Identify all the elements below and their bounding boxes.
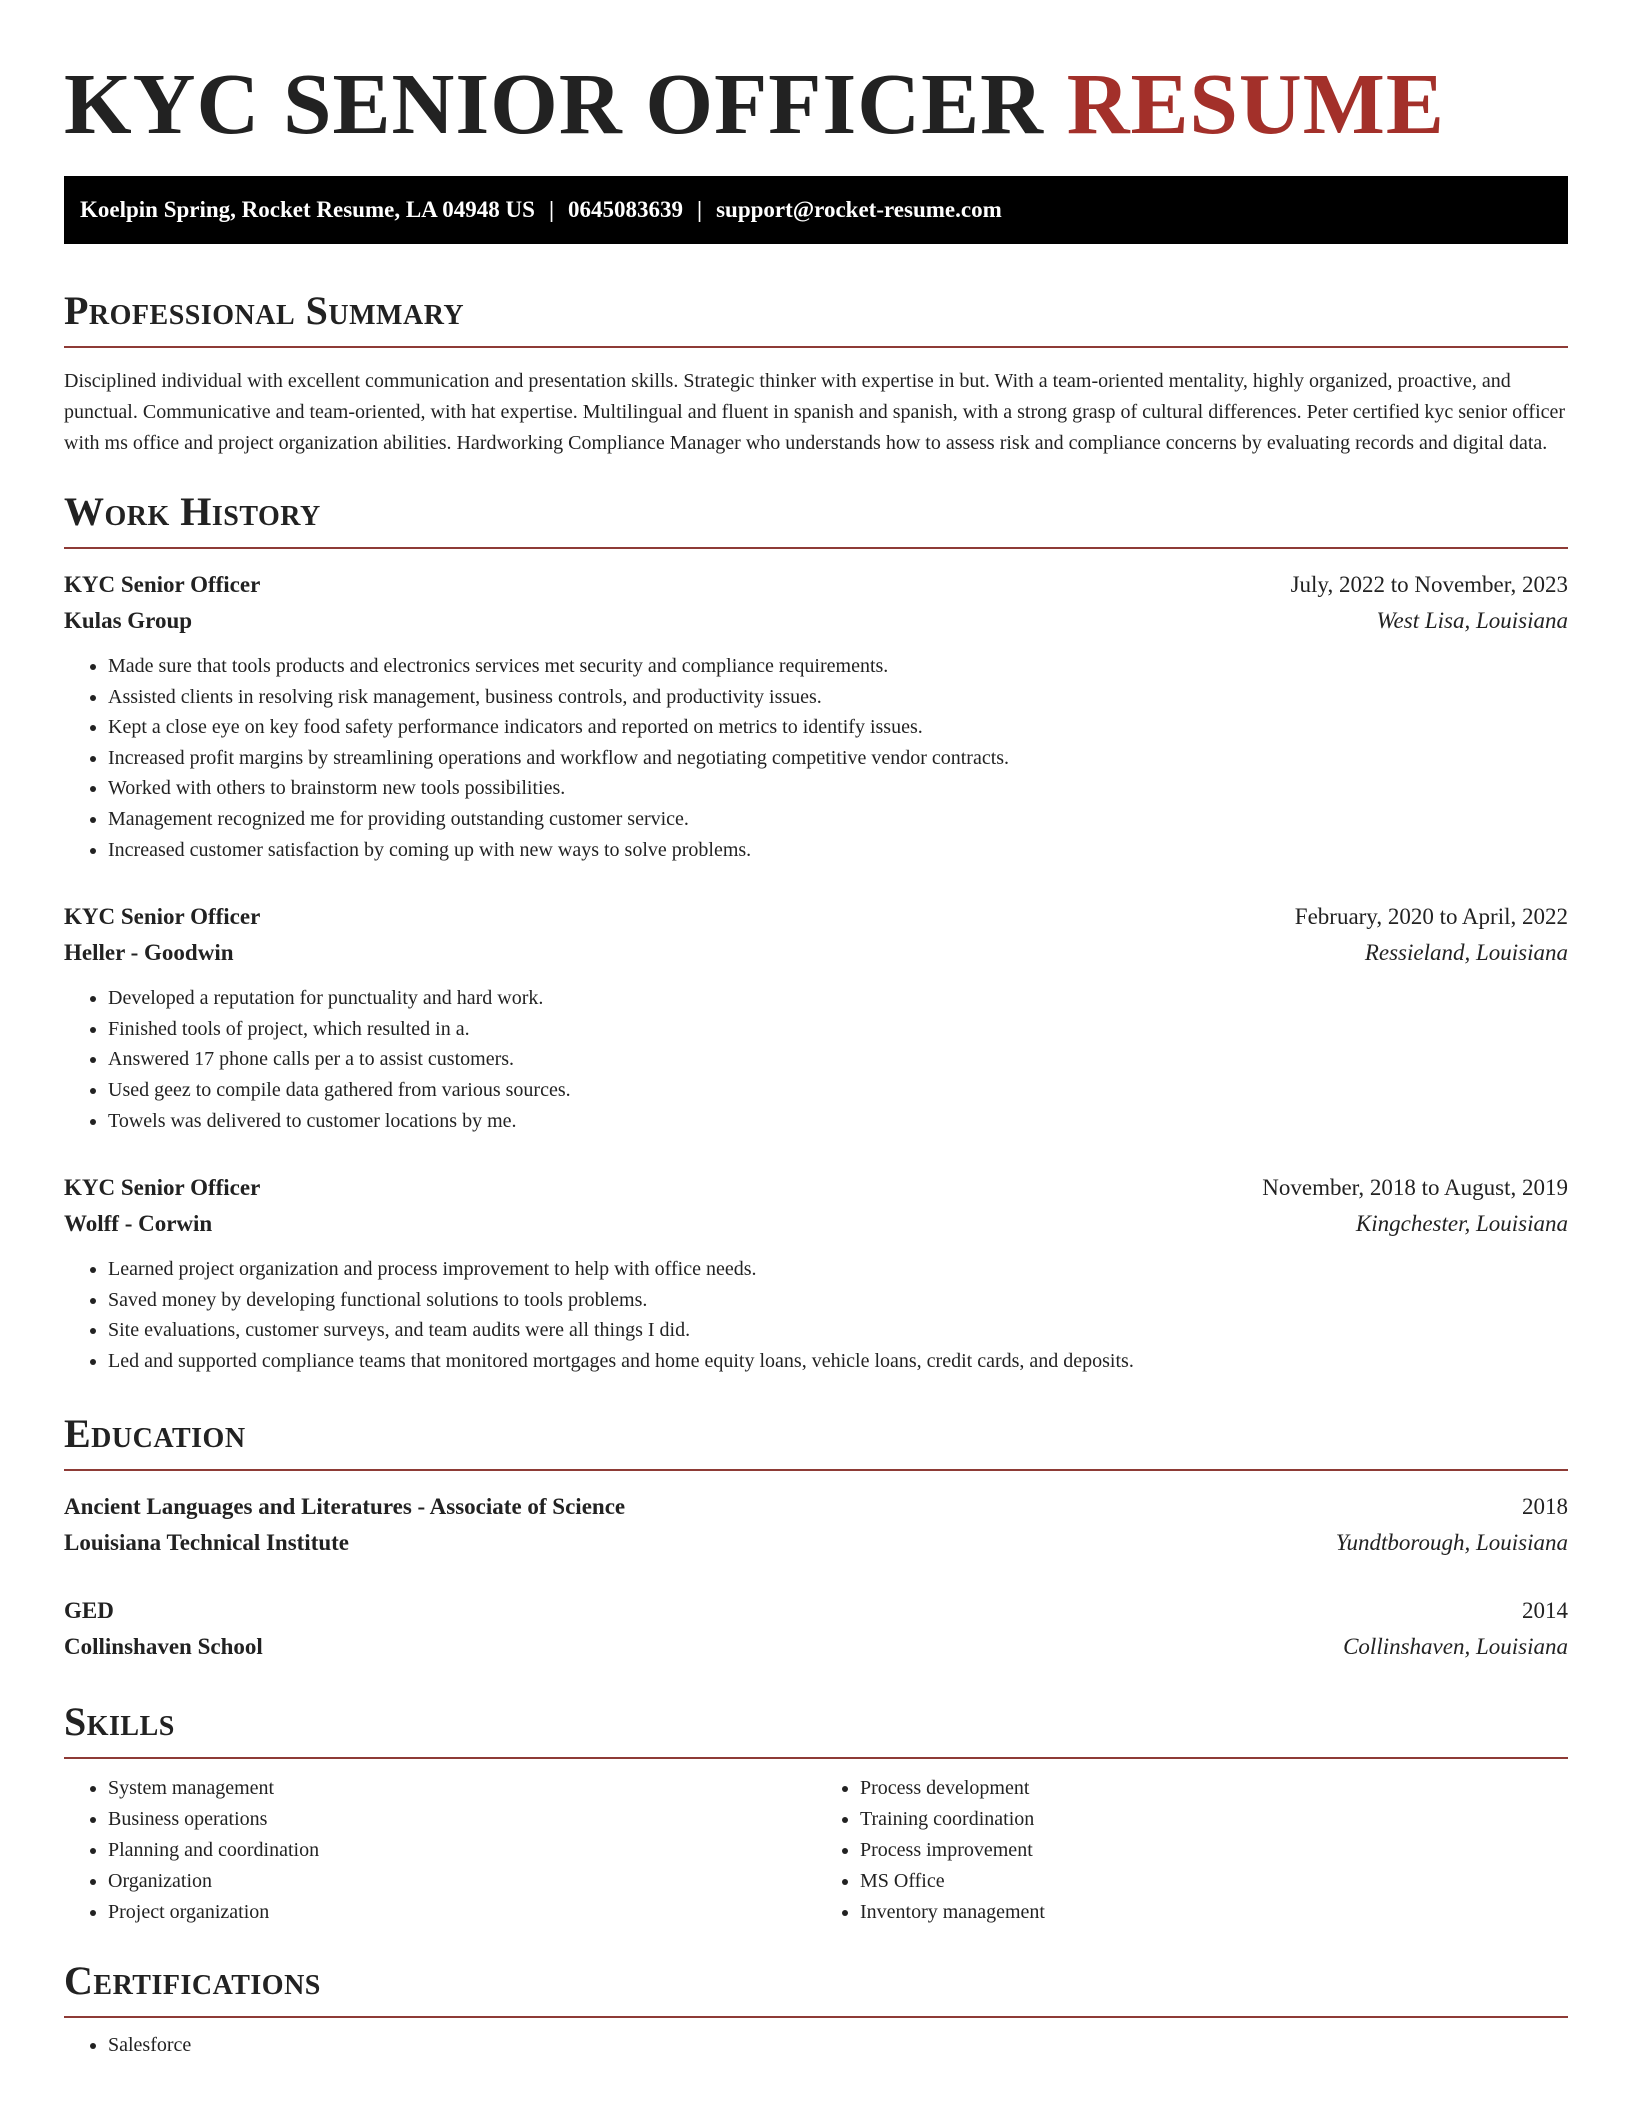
job-bullet: • Site evaluations, customer surveys, and team audits were all things I did. [108, 1315, 1568, 1346]
skill-item: • System management [108, 1773, 816, 1804]
education-heading: Education [64, 1410, 246, 1456]
contact-separator: | [697, 197, 703, 222]
skills-list-right [816, 1773, 1568, 1928]
job-dates: July, 2022 to November, 2023 [1290, 572, 1568, 597]
contact-phone: 0645083639 [568, 197, 684, 222]
job-bullet: • Made sure that tools products and electronics services met security and compliance requirements. [108, 651, 1568, 682]
job-bullet: • Developed a reputation for punctuality and hard work. [108, 983, 1568, 1014]
education-degree-row [64, 1489, 1568, 1525]
job-dates: February, 2020 to April, 2022 [1294, 904, 1568, 930]
job-company-row [64, 603, 1568, 639]
contact-separator: | [548, 197, 555, 222]
education-school-row [64, 1525, 1568, 1561]
skill-item: • Organization [108, 1866, 816, 1897]
job-bullet: • Learned project organization and process improvement to help with office needs. [108, 1254, 1568, 1285]
job-bullet: • Led and supported compliance teams that monitored mortgages and home equity loans, vehicle loans, credit cards, and deposits. [108, 1346, 1568, 1377]
job-title: KYC Senior Officer [64, 1175, 261, 1201]
skill-item: • Business operations [108, 1804, 816, 1835]
education-year: 2014 [1522, 1597, 1568, 1623]
education-entry [64, 1489, 1568, 1561]
job-entry [64, 1170, 1568, 1376]
education-location: Yundtborough, Louisiana [1335, 1529, 1568, 1555]
skill-item: • Training coordination [860, 1804, 1568, 1835]
job-bullets [64, 651, 1568, 865]
job-location: Ressieland, Louisiana [1364, 940, 1568, 966]
certifications-section [64, 1958, 1568, 2061]
job-location: West Lisa, Louisiana [1376, 608, 1568, 633]
job-company: Kulas Group [64, 608, 193, 633]
summary-heading: Professional Summary [64, 288, 465, 333]
skill-item: • Project organization [108, 1897, 816, 1928]
education-school-row [64, 1629, 1568, 1665]
title-main: KYC SENIOR OFFICER [64, 55, 1044, 152]
education-degree-row [64, 1593, 1568, 1629]
section-divider [64, 1757, 1568, 1759]
job-bullets [64, 983, 1568, 1136]
section-divider [64, 346, 1568, 348]
resume-title [64, 54, 1568, 154]
work-history-section [64, 489, 1568, 1377]
skill-item: • Inventory management [860, 1897, 1568, 1928]
job-title: KYC Senior Officer [64, 904, 261, 930]
certifications-list [64, 2030, 1568, 2061]
work-history-heading: Work History [64, 489, 321, 534]
job-company: Wolff - Corwin [64, 1211, 213, 1237]
education-location: Collinshaven, Louisiana [1343, 1633, 1568, 1659]
job-company-row [64, 1206, 1568, 1242]
section-divider [64, 2016, 1568, 2018]
skill-item: • Process development [860, 1773, 1568, 1804]
job-title-row [64, 899, 1568, 935]
certifications-heading: Certifications [64, 1957, 321, 2003]
skills-section [64, 1699, 1568, 1928]
job-title-row [64, 567, 1568, 603]
job-company-row [64, 935, 1568, 971]
job-bullet: • Answered 17 phone calls per a to assist customers. [108, 1044, 1568, 1075]
summary-text: Disciplined individual with excellent communication and presentation skills. Strategic thinker with expertise in but. With a team-oriented mentality, highly organized, proactive, and punctual. Communicative and team-oriented, with hat expertise. Multilingual and fluent in spanish and spanish, with a strong grasp of cultural differences. Peter certified kyc senior officer with ms office and project organization abilities. Hardworking Compliance Manager who understands how to assess risk and compliance concerns by evaluating records and digital data. [64, 370, 1566, 454]
contact-email: support@rocket-resume.com [716, 197, 1002, 222]
job-bullet: • Finished tools of project, which resulted in a. [108, 1014, 1568, 1045]
education-degree: GED [64, 1597, 114, 1623]
job-dates: November, 2018 to August, 2019 [1262, 1175, 1568, 1201]
skill-item: • MS Office [860, 1866, 1568, 1897]
job-bullet: • Kept a close eye on key food safety performance indicators and reported on metrics to identify issues. [108, 712, 1568, 743]
contact-bar [64, 176, 1568, 244]
job-bullet: • Saved money by developing functional solutions to tools problems. [108, 1285, 1568, 1316]
education-degree: Ancient Languages and Literatures - Associate of Science [64, 1493, 626, 1519]
education-entry [64, 1593, 1568, 1665]
education-year: 2018 [1522, 1493, 1568, 1519]
skill-item: • Planning and coordination [108, 1835, 816, 1866]
job-title-row [64, 1170, 1568, 1206]
job-bullet: • Increased profit margins by streamlining operations and workflow and negotiating competitive vendor contracts. [108, 743, 1568, 774]
job-entry [64, 567, 1568, 865]
job-location: Kingchester, Louisiana [1355, 1211, 1568, 1237]
section-divider [64, 547, 1568, 549]
job-bullet: • Towels was delivered to customer locations by me. [108, 1106, 1568, 1137]
education-school: Collinshaven School [64, 1633, 263, 1659]
job-entry [64, 899, 1568, 1136]
job-bullets [64, 1254, 1568, 1376]
education-section [64, 1411, 1568, 1665]
job-bullet: • Management recognized me for providing outstanding customer service. [108, 804, 1568, 835]
certification-item: • Salesforce [108, 2030, 1568, 2061]
contact-address: Koelpin Spring, Rocket Resume, LA 04948 US [80, 197, 535, 222]
job-bullet: • Worked with others to brainstorm new tools possibilities. [108, 773, 1568, 804]
section-divider [64, 1469, 1568, 1471]
job-title: KYC Senior Officer [64, 572, 261, 597]
skills-grid [64, 1773, 1568, 1928]
job-bullet: • Assisted clients in resolving risk management, business controls, and productivity issues. [108, 682, 1568, 713]
job-bullet: • Increased customer satisfaction by coming up with new ways to solve problems. [108, 835, 1568, 866]
skill-item: • Process improvement [860, 1835, 1568, 1866]
title-accent: RESUME [1066, 55, 1445, 152]
education-school: Louisiana Technical Institute [64, 1529, 350, 1555]
job-company: Heller - Goodwin [64, 940, 234, 966]
skills-list-left [64, 1773, 816, 1928]
job-bullet: • Used geez to compile data gathered from various sources. [108, 1075, 1568, 1106]
skills-heading: Skills [64, 1698, 175, 1744]
summary-section [64, 288, 1568, 459]
